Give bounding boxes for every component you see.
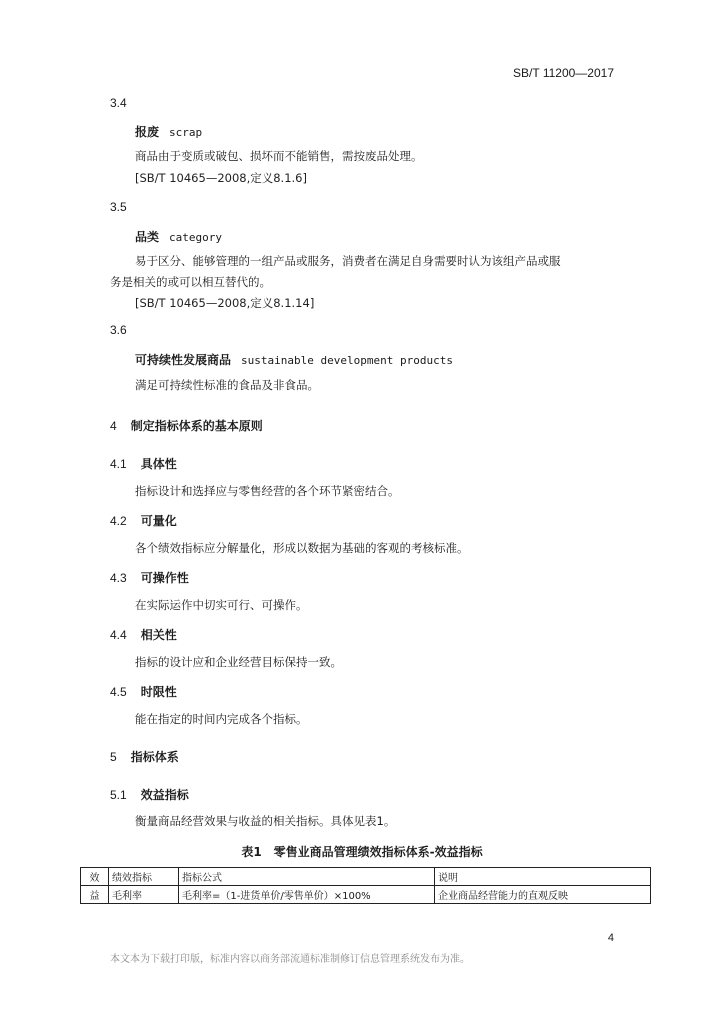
term-definition-line1: 易于区分、能够管理的一组产品或服务，消费者在满足自身需要时认为该组产品或服 (135, 254, 561, 268)
section-heading-5 (110, 748, 179, 765)
subsection-text: 指标的设计应和企业经营目标保持一致。 (135, 655, 342, 669)
subsection-number: 4.3 (110, 571, 127, 585)
footer-notice: 本文本为下载打印版，标准内容以商务部流通标准制修订信息管理系统发布为准。 (110, 954, 470, 965)
term-definition-line2: 务是相关的或可以相互替代的。 (110, 275, 271, 289)
subsection-title: 可操作性 (140, 571, 189, 585)
subsection-title: 可量化 (140, 514, 177, 528)
subsection-text: 能在指定的时间内完成各个指标。 (135, 712, 308, 726)
subsection-number: 4.5 (110, 685, 127, 699)
section-heading-4 (110, 417, 263, 434)
table-cell: 毛利率=（1-进货单价/零售单价）×100% (179, 886, 435, 904)
section-title: 制定指标体系的基本原则 (130, 419, 263, 433)
term-entry-category (135, 228, 222, 245)
subsection-number: 5.1 (110, 788, 127, 802)
table-header-cell: 绩效指标 (109, 868, 179, 886)
table-cell: 毛利率 (109, 886, 179, 904)
subsection-heading-4-1 (110, 455, 177, 472)
clause-number-3-4: 3.4 (110, 96, 127, 110)
section-title: 指标体系 (130, 750, 179, 764)
subsection-title: 相关性 (140, 628, 177, 642)
subsection-title: 时限性 (140, 685, 177, 699)
term-chinese: 报废 (135, 125, 160, 139)
subsection-title: 效益指标 (140, 788, 189, 802)
term-definition: 满足可持续性标准的食品及非食品。 (135, 378, 319, 392)
clause-number-3-5: 3.5 (110, 200, 127, 214)
subsection-heading-4-4 (110, 626, 177, 643)
subsection-heading-4-3 (110, 569, 189, 586)
term-source: [SB/T 10465—2008,定义8.1.14] (135, 296, 315, 310)
term-source: [SB/T 10465—2008,定义8.1.6] (135, 171, 307, 185)
subsection-title: 具体性 (140, 457, 177, 471)
metrics-table (80, 867, 651, 904)
term-chinese: 可持续性发展商品 (135, 353, 232, 367)
subsection-number: 4.1 (110, 457, 127, 471)
subsection-heading-4-2 (110, 512, 177, 529)
section-number: 4 (110, 419, 117, 433)
table-header-cell: 说明 (435, 868, 651, 886)
subsection-text: 在实际运作中切实可行、可操作。 (135, 598, 308, 612)
table-header-cell: 指标公式 (179, 868, 435, 886)
term-definition: 商品由于变质或破包、损坏而不能销售，需按废品处理。 (135, 149, 423, 163)
term-english: category (169, 231, 222, 244)
table-row (81, 886, 651, 904)
section-number: 5 (110, 750, 117, 764)
table-category-cell: 益 (81, 886, 109, 904)
subsection-text: 指标设计和选择应与零售经营的各个环节紧密结合。 (135, 484, 400, 498)
document-code: SB/T 11200—2017 (513, 66, 614, 80)
subsection-number: 4.2 (110, 514, 127, 528)
table-header-row (81, 868, 651, 886)
table-category-cell: 效 (81, 868, 109, 886)
table-cell: 企业商品经营能力的直观反映 (435, 886, 651, 904)
term-english: scrap (169, 126, 203, 139)
subsection-heading-4-5 (110, 683, 177, 700)
subsection-text: 各个绩效指标应分解量化，形成以数据为基础的客观的考核标准。 (135, 541, 469, 555)
term-entry-sustainable (135, 351, 453, 368)
clause-number-3-6: 3.6 (110, 323, 127, 337)
page-number: 4 (607, 932, 614, 944)
term-chinese: 品类 (135, 230, 160, 244)
term-entry-scrap (135, 123, 202, 140)
subsection-heading-5-1 (110, 786, 189, 803)
subsection-number: 4.4 (110, 628, 127, 642)
table-title: 表1 零售业商品管理绩效指标体系-效益指标 (241, 845, 483, 859)
subsection-text: 衡量商品经营效果与收益的相关指标。具体见表1。 (135, 814, 396, 828)
term-english: sustainable development products (241, 354, 453, 367)
